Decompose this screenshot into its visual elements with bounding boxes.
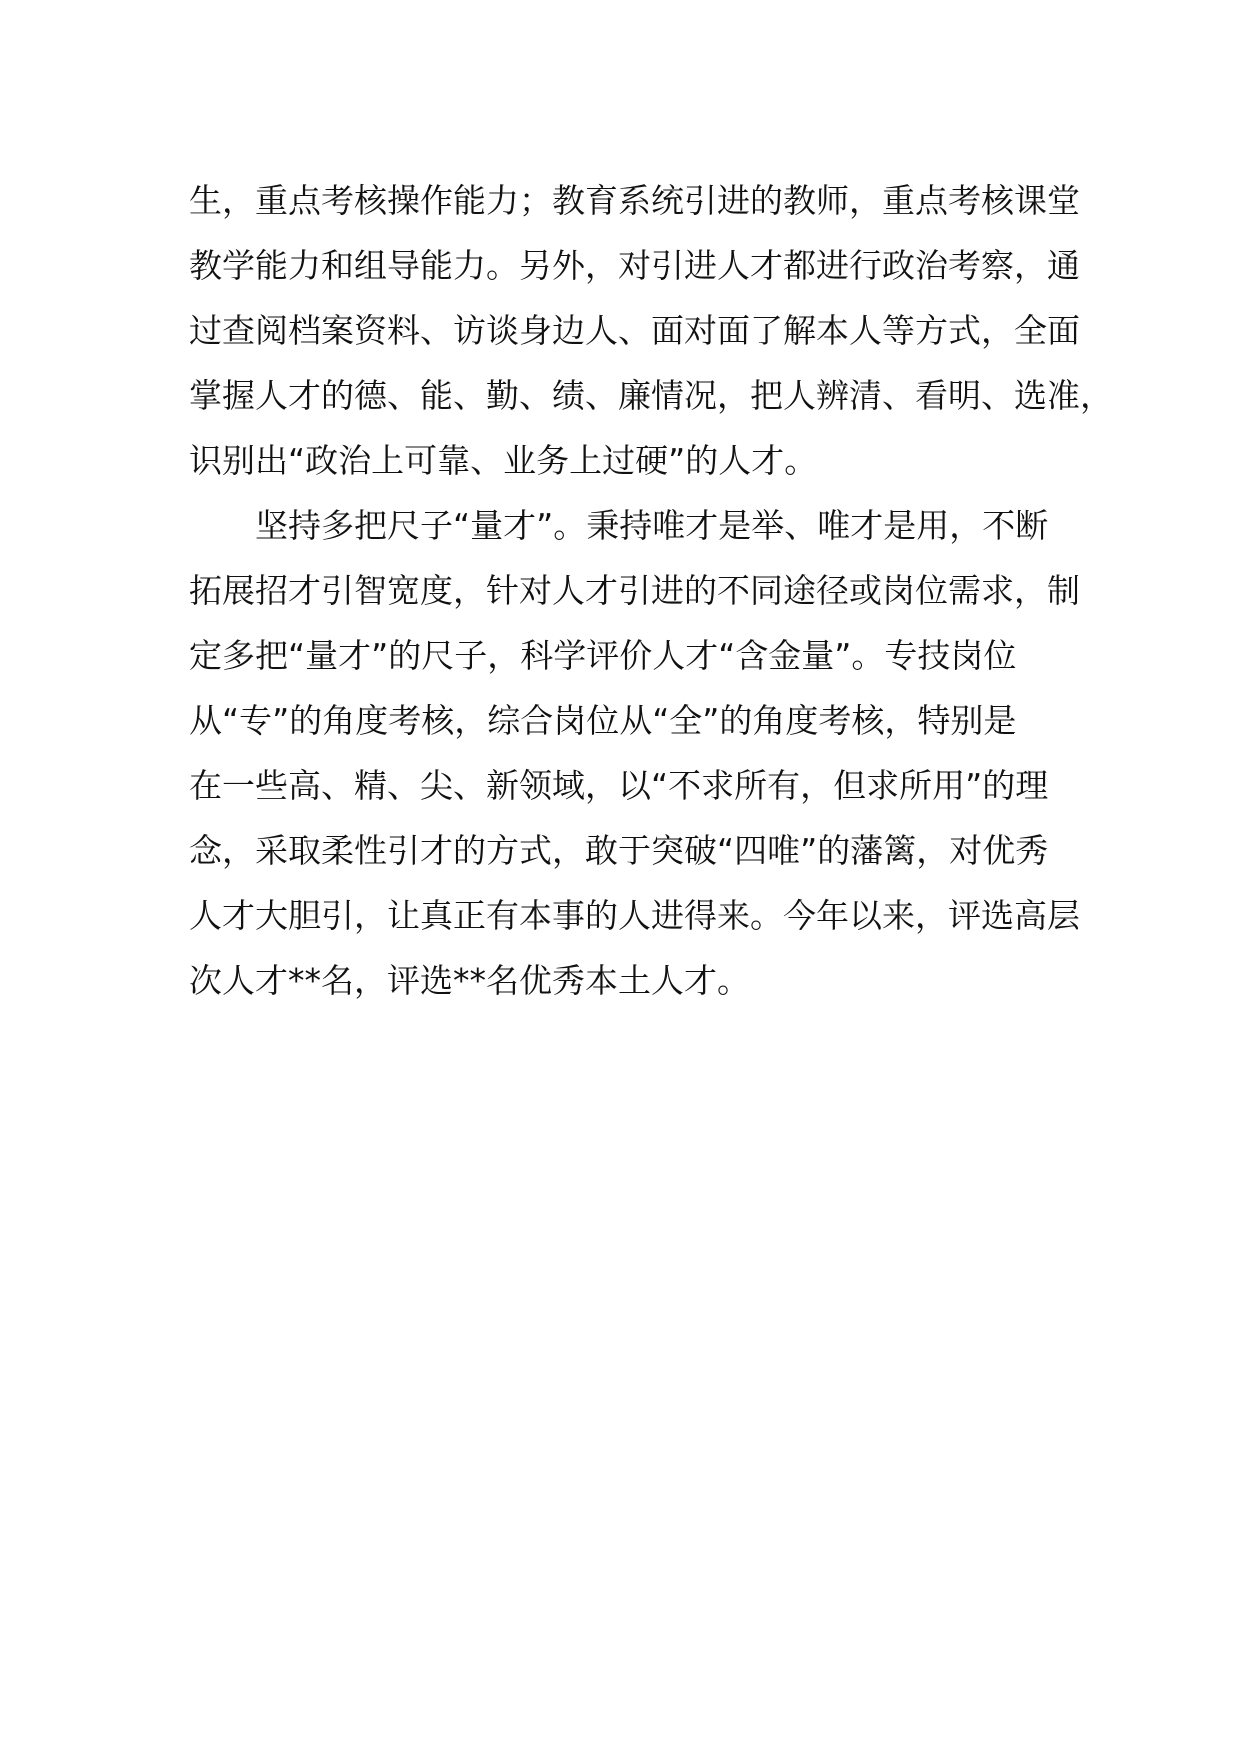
text-line: 识别出“政治上可靠、业务上过硬”的人才。 bbox=[189, 441, 818, 480]
text-line: 定多把“量才”的尺子，科学评价人才“含金量”。专技岗位 bbox=[189, 636, 1017, 675]
text-line: 生，重点考核操作能力；教育系统引进的教师，重点考核课堂 bbox=[189, 181, 1080, 220]
text-line: 人才大胆引，让真正有本事的人进得来。今年以来，评选高层 bbox=[189, 896, 1080, 935]
text-line: 念，采取柔性引才的方式，敢于突破“四唯”的藩篱，对优秀 bbox=[189, 831, 1049, 870]
text-line-first: 坚持多把尺子“量才”。秉持唯才是举、唯才是用，不断 bbox=[255, 506, 1049, 545]
paragraph-continued bbox=[189, 168, 1113, 493]
text-line: 在一些高、精、尖、新领域，以“不求所有，但求所用”的理 bbox=[189, 766, 1049, 805]
text-line: 从“专”的角度考核，综合岗位从“全”的角度考核，特别是 bbox=[189, 701, 1017, 740]
text-line: 掌握人才的德、能、勤、绩、廉情况，把人辨清、看明、选准， bbox=[189, 376, 1113, 415]
paragraph-talent-evaluation bbox=[189, 493, 1089, 1013]
document-body bbox=[189, 168, 1113, 1013]
text-line: 次人才**名，评选**名优秀本土人才。 bbox=[189, 961, 750, 1000]
text-line: 教学能力和组导能力。另外，对引进人才都进行政治考察，通 bbox=[189, 246, 1080, 285]
text-line: 拓展招才引智宽度，针对人才引进的不同途径或岗位需求，制 bbox=[189, 571, 1080, 610]
text-line: 过查阅档案资料、访谈身边人、面对面了解本人等方式，全面 bbox=[189, 311, 1080, 350]
